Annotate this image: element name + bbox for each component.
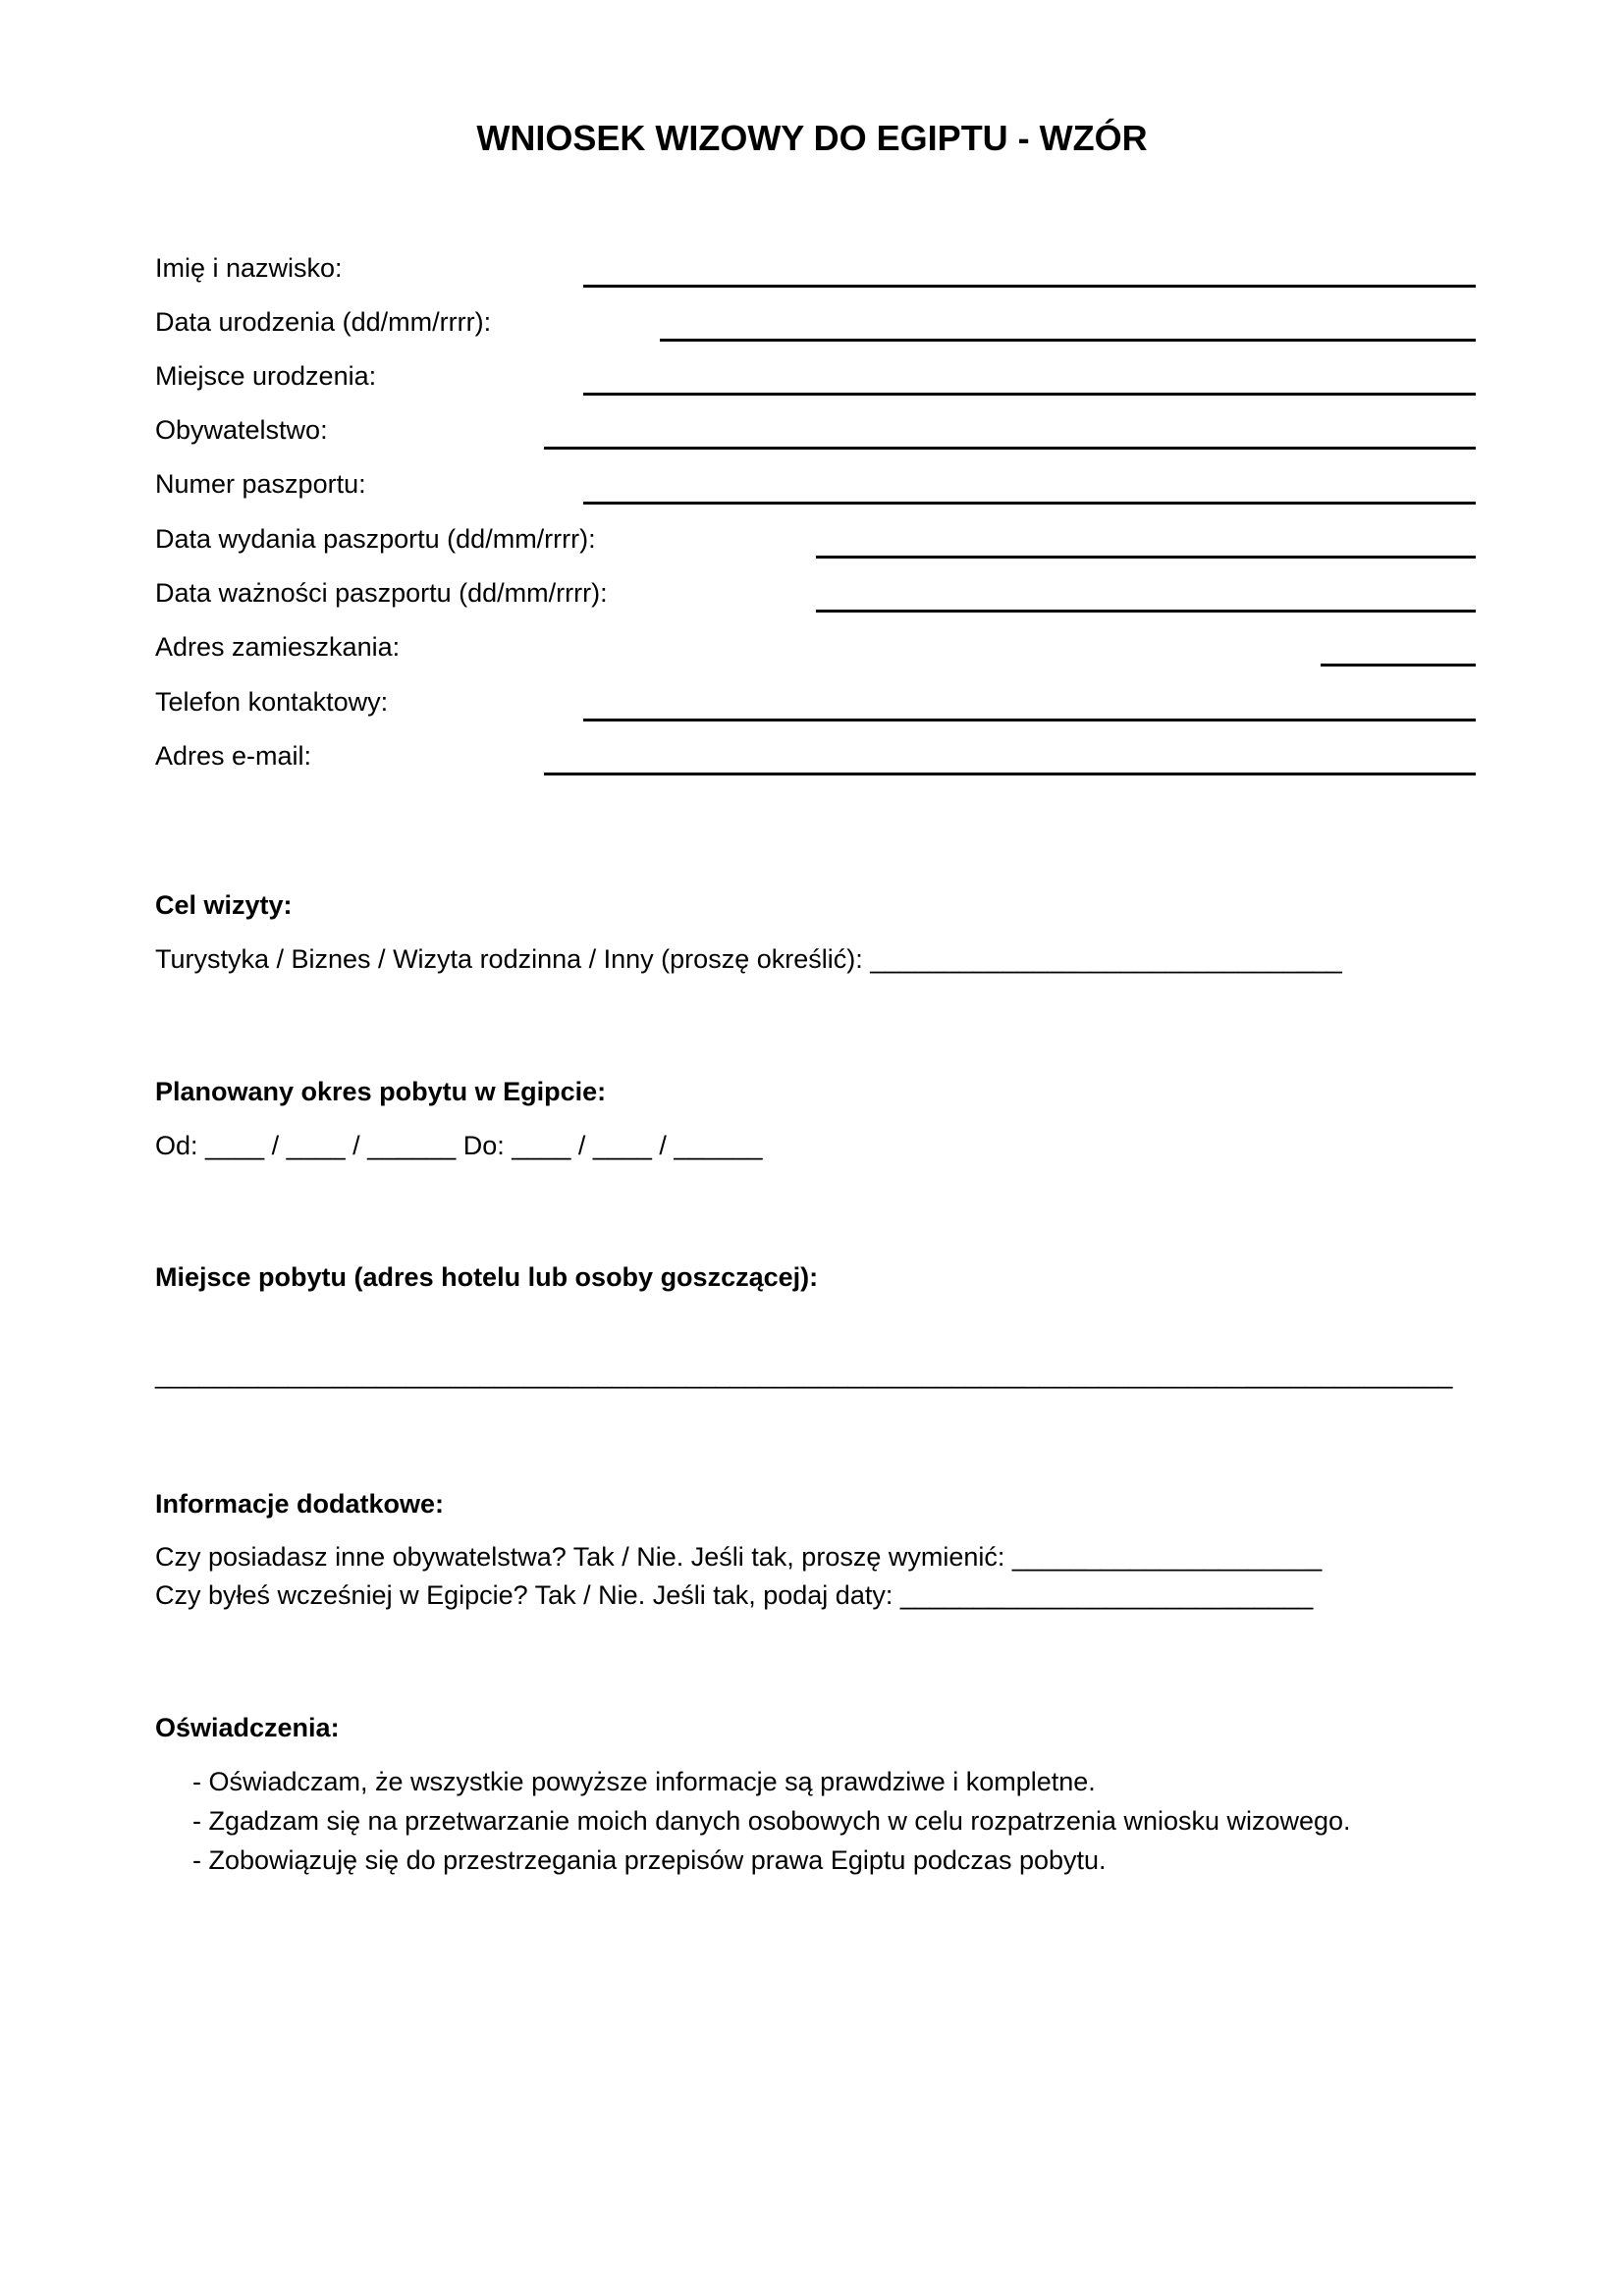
stay-place-line[interactable]: ________________________________________________________________________________________	[155, 1360, 1453, 1389]
field-line-full-name[interactable]	[583, 285, 1476, 288]
document-title: WNIOSEK WIZOWY DO EGIPTU - WZÓR	[476, 118, 1148, 158]
field-line-birth-date[interactable]	[660, 339, 1476, 342]
section-heading-stay-period: Planowany okres pobytu w Egipcie:	[155, 1077, 607, 1106]
field-label-citizenship: Obywatelstwo:	[155, 415, 328, 445]
field-line-address[interactable]	[1321, 664, 1476, 667]
field-label-email: Adres e-mail:	[155, 741, 312, 771]
field-label-full-name: Imię i nazwisko:	[155, 253, 343, 283]
section-heading-additional: Informacje dodatkowe:	[155, 1489, 445, 1519]
field-line-passport-expiry-date[interactable]	[816, 610, 1476, 613]
field-label-passport-issue-date: Data wydania paszportu (dd/mm/rrrr):	[155, 524, 596, 554]
field-label-address: Adres zamieszkania:	[155, 632, 401, 662]
field-line-passport-issue-date[interactable]	[816, 556, 1476, 559]
field-line-birth-place[interactable]	[583, 393, 1476, 396]
declaration-item: - Oświadczam, że wszystkie powyższe informacje są prawdziwe i kompletne.	[192, 1767, 1096, 1796]
additional-question-previous-visit[interactable]: Czy byłeś wcześniej w Egipcie? Tak / Nie. Jeśli tak, podaj daty: ____________________________	[155, 1580, 1314, 1610]
declaration-item: - Zobowiązuję się do przestrzegania przepisów prawa Egiptu podczas pobytu.	[192, 1845, 1107, 1875]
field-line-citizenship[interactable]	[544, 447, 1476, 450]
section-heading-stay-place: Miejsce pobytu (adres hotelu lub osoby goszczącej):	[155, 1262, 819, 1292]
field-line-passport-number[interactable]	[583, 502, 1476, 505]
field-label-birth-date: Data urodzenia (dd/mm/rrrr):	[155, 307, 492, 337]
purpose-options-text[interactable]: Turystyka / Biznes / Wizyta rodzinna / Inny (proszę określić): ________________________________	[155, 944, 1342, 974]
field-label-passport-number: Numer paszportu:	[155, 469, 366, 499]
stay-period-text[interactable]: Od: ____ / ____ / ______ Do: ____ / ____ / ______	[155, 1131, 763, 1160]
declaration-item: - Zgadzam się na przetwarzanie moich danych osobowych w celu rozpatrzenia wniosku wizowego.	[192, 1806, 1351, 1836]
field-label-passport-expiry-date: Data ważności paszportu (dd/mm/rrrr):	[155, 578, 608, 608]
field-line-email[interactable]	[544, 773, 1476, 775]
section-heading-declarations: Oświadczenia:	[155, 1713, 340, 1742]
section-heading-purpose: Cel wizyty:	[155, 890, 293, 920]
field-label-phone: Telefon kontaktowy:	[155, 687, 389, 717]
field-line-phone[interactable]	[583, 719, 1476, 721]
field-label-birth-place: Miejsce urodzenia:	[155, 361, 377, 391]
additional-question-citizenship[interactable]: Czy posiadasz inne obywatelstwa? Tak / Nie. Jeśli tak, proszę wymienić: _____________________	[155, 1542, 1323, 1572]
